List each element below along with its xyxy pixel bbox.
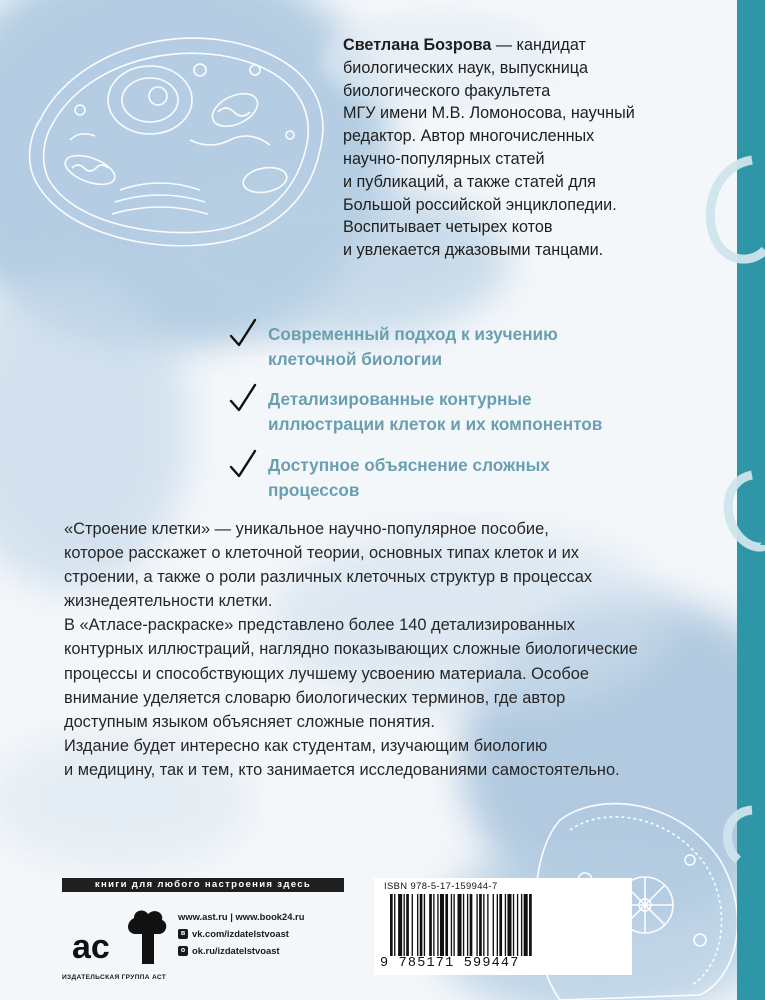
bio-line: научно-популярных статей [343, 149, 545, 168]
description-line: Издание будет интересно как студентам, изучающим биологию [64, 736, 548, 755]
barcode-number: 9 785171 599447 [380, 956, 520, 971]
book-description [64, 517, 704, 782]
bio-line: Воспитывает четырех котов [343, 218, 553, 237]
publisher-links [178, 908, 304, 959]
bio-line: и увлекается джазовыми танцами. [343, 241, 604, 260]
isbn-label: ISBN 978-5-17-159944-7 [384, 880, 498, 891]
author-name: Светлана Бозрова [343, 36, 492, 54]
svg-text:ac: ac [72, 928, 110, 966]
isbn-barcode-box [374, 878, 632, 975]
description-line: контурных иллюстраций, наглядно показывающих сложные биологические [64, 640, 638, 659]
slogan-banner: книги для любого настроения здесь [62, 878, 344, 892]
publisher-group: ИЗДАТЕЛЬСКАЯ ГРУППА АСТ [62, 974, 167, 981]
description-line: строении, а также о роли различных клеточных структур в процессах [64, 568, 593, 587]
site-links[interactable]: www.ast.ru | www.book24.ru [178, 911, 305, 922]
vk-icon: в [178, 929, 188, 939]
bio-line: редактор. Автор многочисленных [343, 127, 595, 146]
description-line: жизнедеятельности клетки. [64, 592, 273, 611]
bio-line: МГУ имени М.В. Ломоносова, научный [343, 104, 635, 123]
check-icon [228, 318, 258, 352]
bio-line: Большой российской энциклопедии. [343, 195, 617, 214]
description-line: и медицину, так и тем, кто занимается исследованиями самостоятельно. [64, 760, 620, 779]
description-line: которое расскажет о клеточной теории, основных типах клеток и их [64, 544, 579, 563]
bio-line: биологических наук, выпускница [343, 58, 589, 77]
vk-link[interactable]: в vk.com/izdatelstvoast [178, 925, 304, 942]
bio-line: и публикаций, а также статей для [343, 172, 596, 191]
ok-icon: о [178, 946, 188, 956]
barcode [388, 894, 618, 956]
check-icon [228, 383, 258, 417]
ok-link[interactable]: о ok.ru/izdatelstvoast [178, 942, 304, 959]
description-line: В «Атласе-раскраске» представлено более 140 детализированных [64, 616, 575, 635]
description-line: внимание уделяется словарю биологических терминов, где автор [64, 688, 566, 707]
description-line: доступным языком объясняет сложные понятия. [64, 712, 435, 731]
description-line: «Строение клетки» — уникальное научно-популярное пособие, [64, 520, 549, 538]
bio-line-1: Светлана Бозрова — кандидат [343, 36, 586, 54]
check-icon [228, 449, 258, 483]
author-bio [343, 34, 703, 262]
bio-line: биологического факультета [343, 81, 551, 100]
description-line: процессы и способствующих лучшему усвоению материала. Особое [64, 664, 589, 683]
ast-logo [68, 900, 188, 972]
